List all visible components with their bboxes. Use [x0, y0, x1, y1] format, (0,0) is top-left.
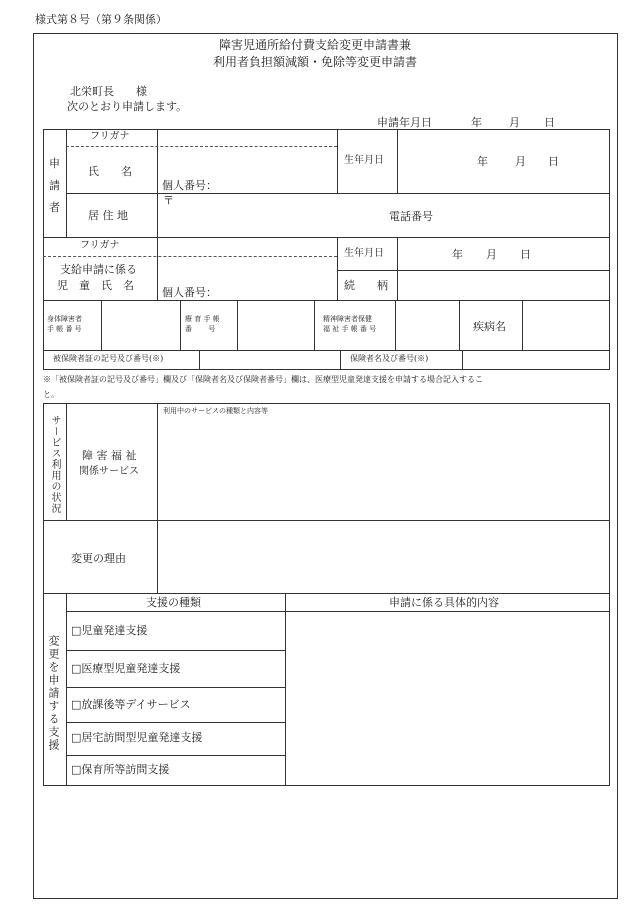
application-date-label: 申請年月日 [377, 116, 432, 129]
physical-handbook-label-2: 手 帳 番 号 [47, 325, 82, 333]
child-my-number-label: 個人番号： [162, 286, 217, 299]
support-detail-header: 申請に係る具体的内容 [389, 596, 499, 609]
child-birthdate-label: 生年月日 [344, 248, 384, 259]
child-birth-day: 日 [520, 248, 531, 261]
child-birthdate-field[interactable] [398, 238, 609, 269]
child-name-label-2: 児 童 氏 名 [57, 279, 134, 292]
intro-text: 次のとおり申請します。 [67, 100, 188, 113]
disease-field[interactable] [523, 301, 609, 349]
disease-label: 疾病名 [473, 320, 506, 333]
applicant-furigana-label: フリガナ [90, 131, 130, 142]
physical-handbook-label-1: 身体障害者 [47, 315, 82, 323]
child-birth-year: 年 [452, 248, 463, 261]
form-number: 様式第８号（第９条関係） [35, 13, 167, 26]
rehab-handbook-field[interactable] [238, 301, 313, 349]
applicant-birth-year: 年 [477, 155, 488, 168]
applicant-name-label: 氏 名 [88, 165, 132, 178]
insurer-label: 保険者名及び番号(※) [350, 354, 429, 363]
applicant-name-field[interactable] [158, 147, 336, 175]
addressee: 北栄町長 様 [70, 85, 147, 98]
insurer-field[interactable] [463, 351, 609, 369]
applicant-my-number-label: 個人番号： [162, 179, 217, 192]
note-line-2: と。 [43, 390, 59, 399]
rehab-handbook-label-2: 番 号 [185, 325, 216, 333]
mental-handbook-label-1: 精神障害者保健 [323, 315, 372, 323]
child-furigana-label: フリガナ [80, 240, 120, 251]
physical-handbook-field[interactable] [102, 301, 179, 349]
applicant-phone-field[interactable] [440, 194, 608, 236]
service-hint: 利用中のサービスの種類と内容等 [163, 407, 268, 415]
applicant-label-1: 申 [49, 157, 60, 170]
mental-handbook-field[interactable] [396, 301, 458, 349]
service-label-2: 関係サービス [79, 466, 139, 477]
applicant-birthdate-field[interactable] [398, 130, 609, 192]
mental-handbook-label-2: 福 祉 手 帳 番 号 [323, 325, 377, 333]
support-checkbox-nursery-visit-support[interactable]: □保育所等訪問支援 [71, 763, 170, 776]
applicant-birth-month: 月 [515, 155, 526, 168]
applicant-phone-label: 電話番号 [389, 210, 433, 223]
applicant-label-2: 請 [49, 179, 60, 192]
applicant-furigana-field[interactable] [158, 130, 336, 145]
change-reason-field[interactable] [158, 521, 609, 592]
rehab-handbook-label-1: 療 育 手 帳 [185, 315, 220, 323]
support-checkbox-medical-child-development[interactable]: □医療型児童発達支援 [71, 662, 181, 675]
child-birth-month: 月 [486, 248, 497, 261]
child-name-label-1: 支給申請に係る [60, 263, 137, 276]
applicant-address-field[interactable] [158, 194, 368, 236]
applicant-birth-day: 日 [548, 155, 559, 168]
support-checkbox-after-school-day-service[interactable]: □放課後等デイサービス [71, 698, 191, 711]
support-side-label: 変更を申請する支援 [47, 635, 60, 752]
applicant-address-label: 居 住 地 [88, 209, 128, 222]
form-title-line1: 障害児通所給付費支給変更申請書兼 [218, 38, 411, 52]
child-relation-field[interactable] [398, 271, 609, 299]
application-date-month: 月 [509, 116, 520, 129]
service-label-1: 障 害 福 祉 [82, 449, 137, 462]
support-checkbox-child-development[interactable]: □児童発達支援 [71, 624, 148, 637]
application-date-year: 年 [471, 116, 482, 129]
application-date-day: 日 [544, 116, 555, 129]
child-name-field[interactable] [158, 257, 336, 282]
child-relation-label: 続 柄 [344, 279, 388, 292]
applicant-birthdate-label: 生年月日 [344, 155, 384, 166]
service-status-field[interactable] [158, 418, 609, 519]
change-reason-label: 変更の理由 [71, 552, 126, 565]
applicant-label-3: 者 [49, 201, 60, 214]
support-detail-field[interactable] [286, 612, 609, 785]
postal-mark: 〒 [163, 194, 174, 207]
insured-card-label: 被保険者証の記号及び番号(※) [53, 354, 164, 363]
insured-card-field[interactable] [200, 351, 339, 369]
child-furigana-field[interactable] [158, 238, 336, 255]
note-line-1: ※「被保険者証の記号及び番号」欄及び「保険者名及び保険者番号」欄は、医療型児童発達支援を申請する場合記入するこ [43, 375, 483, 384]
service-status-side-label: サービス利用の状況 [49, 415, 60, 514]
support-checkbox-home-visit-child-development[interactable]: □居宅訪問型児童発達支援 [71, 731, 203, 744]
support-type-header: 支援の種類 [146, 596, 201, 609]
form-title-line2: 利用者負担額減額・免除等変更申請書 [212, 55, 417, 69]
